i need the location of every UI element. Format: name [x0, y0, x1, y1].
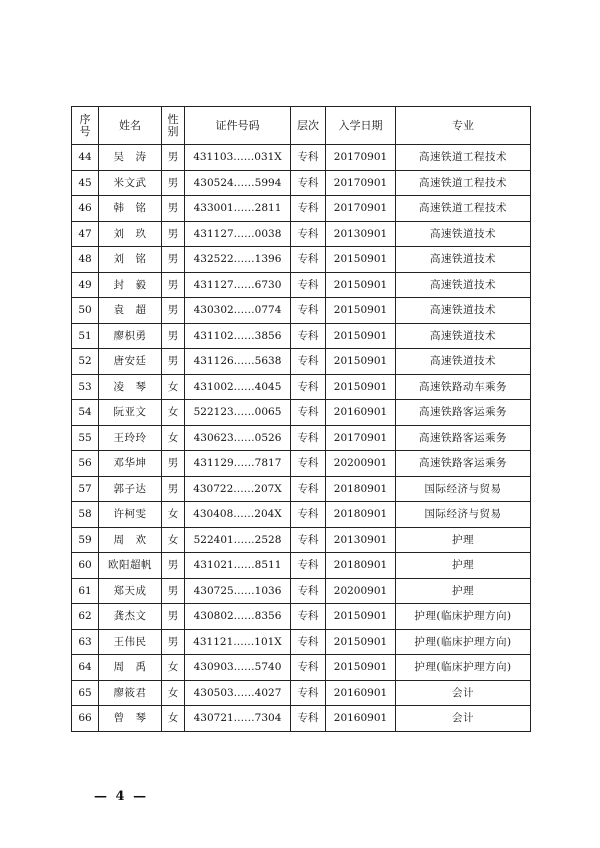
seq-cell: 49: [72, 272, 99, 298]
seq-cell: 56: [72, 451, 99, 477]
id-number-cell: 433001……2811: [185, 196, 291, 222]
level-cell: 专科: [291, 706, 326, 732]
gender-cell: 男: [162, 145, 185, 171]
id-number-cell: 431021……8511: [185, 553, 291, 579]
major-cell: 高速铁路客运乘务: [396, 425, 531, 451]
major-cell: 高速铁道工程技术: [396, 170, 531, 196]
seq-cell: 54: [72, 400, 99, 426]
table-body: [72, 145, 531, 732]
major-cell: 高速铁道技术: [396, 247, 531, 273]
header-major: 专业: [396, 107, 531, 145]
gender-cell: 男: [162, 349, 185, 375]
major-cell: 高速铁道技术: [396, 323, 531, 349]
enroll-date-cell: 20170901: [326, 196, 396, 222]
major-cell: 国际经济与贸易: [396, 502, 531, 528]
level-cell: 专科: [291, 349, 326, 375]
gender-cell: 女: [162, 425, 185, 451]
gender-cell: 女: [162, 706, 185, 732]
seq-cell: 66: [72, 706, 99, 732]
name-cell: 韩 铭: [99, 196, 162, 222]
student-roster-table: [71, 106, 531, 732]
gender-cell: 男: [162, 629, 185, 655]
major-cell: 护理(临床护理方向): [396, 655, 531, 681]
gender-cell: 男: [162, 298, 185, 324]
table-row: [72, 451, 531, 477]
level-cell: 专科: [291, 221, 326, 247]
id-number-cell: 430408……204X: [185, 502, 291, 528]
table-row: [72, 680, 531, 706]
id-number-cell: 430802……8356: [185, 604, 291, 630]
level-cell: 专科: [291, 451, 326, 477]
name-cell: 许柯雯: [99, 502, 162, 528]
seq-cell: 58: [72, 502, 99, 528]
name-cell: 袁 超: [99, 298, 162, 324]
table-row: [72, 655, 531, 681]
seq-cell: 47: [72, 221, 99, 247]
level-cell: 专科: [291, 323, 326, 349]
table-row: [72, 323, 531, 349]
name-cell: 欧阳超帆: [99, 553, 162, 579]
table-row: [72, 502, 531, 528]
name-cell: 阮亚文: [99, 400, 162, 426]
major-cell: 高速铁道技术: [396, 221, 531, 247]
name-cell: 郑天成: [99, 578, 162, 604]
id-number-cell: 431102……3856: [185, 323, 291, 349]
id-number-cell: 431127……6730: [185, 272, 291, 298]
gender-cell: 女: [162, 655, 185, 681]
name-cell: 刘 铭: [99, 247, 162, 273]
name-cell: 王伟民: [99, 629, 162, 655]
table-row: [72, 527, 531, 553]
level-cell: 专科: [291, 425, 326, 451]
id-number-cell: 522401……2528: [185, 527, 291, 553]
major-cell: 会计: [396, 706, 531, 732]
table-row: [72, 349, 531, 375]
name-cell: 吴 涛: [99, 145, 162, 171]
id-number-cell: 431129……7817: [185, 451, 291, 477]
enroll-date-cell: 20150901: [326, 655, 396, 681]
gender-cell: 男: [162, 272, 185, 298]
id-number-cell: 430524……5994: [185, 170, 291, 196]
major-cell: 护理: [396, 553, 531, 579]
enroll-date-cell: 20150901: [326, 323, 396, 349]
seq-cell: 57: [72, 476, 99, 502]
enroll-date-cell: 20180901: [326, 476, 396, 502]
id-number-cell: 431121……101X: [185, 629, 291, 655]
level-cell: 专科: [291, 629, 326, 655]
gender-cell: 女: [162, 374, 185, 400]
enroll-date-cell: 20150901: [326, 604, 396, 630]
major-cell: 高速铁道技术: [396, 298, 531, 324]
major-cell: 高速铁道工程技术: [396, 196, 531, 222]
enroll-date-cell: 20150901: [326, 298, 396, 324]
id-number-cell: 431103……031X: [185, 145, 291, 171]
seq-cell: 46: [72, 196, 99, 222]
gender-cell: 男: [162, 247, 185, 273]
enroll-date-cell: 20130901: [326, 221, 396, 247]
gender-cell: 男: [162, 553, 185, 579]
header-level: 层次: [291, 107, 326, 145]
enroll-date-cell: 20170901: [326, 145, 396, 171]
seq-cell: 44: [72, 145, 99, 171]
gender-cell: 女: [162, 527, 185, 553]
major-cell: 高速铁路动车乘务: [396, 374, 531, 400]
level-cell: 专科: [291, 527, 326, 553]
major-cell: 高速铁道技术: [396, 349, 531, 375]
seq-cell: 50: [72, 298, 99, 324]
gender-cell: 男: [162, 323, 185, 349]
level-cell: 专科: [291, 247, 326, 273]
enroll-date-cell: 20160901: [326, 706, 396, 732]
seq-cell: 48: [72, 247, 99, 273]
table-row: [72, 272, 531, 298]
id-number-cell: 430503……4027: [185, 680, 291, 706]
level-cell: 专科: [291, 298, 326, 324]
major-cell: 国际经济与贸易: [396, 476, 531, 502]
seq-cell: 63: [72, 629, 99, 655]
major-cell: 护理: [396, 578, 531, 604]
header-seq: 序 号: [72, 107, 99, 145]
enroll-date-cell: 20160901: [326, 680, 396, 706]
page-number: — 4 —: [94, 789, 149, 804]
id-number-cell: 430302……0774: [185, 298, 291, 324]
enroll-date-cell: 20200901: [326, 451, 396, 477]
enroll-date-cell: 20150901: [326, 272, 396, 298]
id-number-cell: 432522……1396: [185, 247, 291, 273]
level-cell: 专科: [291, 196, 326, 222]
major-cell: 高速铁道工程技术: [396, 145, 531, 171]
enroll-date-cell: 20160901: [326, 400, 396, 426]
seq-cell: 61: [72, 578, 99, 604]
seq-cell: 52: [72, 349, 99, 375]
major-cell: 高速铁路客运乘务: [396, 451, 531, 477]
seq-cell: 53: [72, 374, 99, 400]
header-name: 姓名: [99, 107, 162, 145]
level-cell: 专科: [291, 604, 326, 630]
header-enroll-date: 入学日期: [326, 107, 396, 145]
enroll-date-cell: 20180901: [326, 553, 396, 579]
level-cell: 专科: [291, 553, 326, 579]
seq-cell: 55: [72, 425, 99, 451]
gender-cell: 男: [162, 578, 185, 604]
name-cell: 周 欢: [99, 527, 162, 553]
gender-cell: 男: [162, 604, 185, 630]
name-cell: 米文武: [99, 170, 162, 196]
gender-cell: 女: [162, 680, 185, 706]
name-cell: 周 禹: [99, 655, 162, 681]
level-cell: 专科: [291, 272, 326, 298]
table-row: [72, 247, 531, 273]
major-cell: 高速铁道技术: [396, 272, 531, 298]
level-cell: 专科: [291, 374, 326, 400]
name-cell: 刘 玖: [99, 221, 162, 247]
gender-cell: 男: [162, 170, 185, 196]
table-row: [72, 170, 531, 196]
level-cell: 专科: [291, 145, 326, 171]
header-id-number: 证件号码: [185, 107, 291, 145]
name-cell: 封 毅: [99, 272, 162, 298]
level-cell: 专科: [291, 476, 326, 502]
table-row: [72, 604, 531, 630]
gender-cell: 男: [162, 221, 185, 247]
major-cell: 护理(临床护理方向): [396, 604, 531, 630]
table-row: [72, 425, 531, 451]
level-cell: 专科: [291, 680, 326, 706]
major-cell: 高速铁路客运乘务: [396, 400, 531, 426]
seq-cell: 59: [72, 527, 99, 553]
enroll-date-cell: 20150901: [326, 374, 396, 400]
name-cell: 唐安廷: [99, 349, 162, 375]
table-header-row: [72, 107, 531, 145]
name-cell: 邓华坤: [99, 451, 162, 477]
gender-cell: 男: [162, 451, 185, 477]
id-number-cell: 522123……0065: [185, 400, 291, 426]
seq-cell: 64: [72, 655, 99, 681]
gender-cell: 女: [162, 400, 185, 426]
name-cell: 廖枳勇: [99, 323, 162, 349]
table-row: [72, 196, 531, 222]
level-cell: 专科: [291, 655, 326, 681]
table-row: [72, 374, 531, 400]
table-row: [72, 578, 531, 604]
table-row: [72, 145, 531, 171]
id-number-cell: 430721……7304: [185, 706, 291, 732]
table-row: [72, 400, 531, 426]
name-cell: 郭子达: [99, 476, 162, 502]
id-number-cell: 431002……4045: [185, 374, 291, 400]
seq-cell: 62: [72, 604, 99, 630]
seq-cell: 45: [72, 170, 99, 196]
level-cell: 专科: [291, 170, 326, 196]
seq-cell: 51: [72, 323, 99, 349]
gender-cell: 女: [162, 502, 185, 528]
enroll-date-cell: 20150901: [326, 629, 396, 655]
gender-cell: 男: [162, 476, 185, 502]
id-number-cell: 430725……1036: [185, 578, 291, 604]
table-row: [72, 553, 531, 579]
enroll-date-cell: 20200901: [326, 578, 396, 604]
table-row: [72, 298, 531, 324]
table-row: [72, 706, 531, 732]
enroll-date-cell: 20150901: [326, 349, 396, 375]
seq-cell: 60: [72, 553, 99, 579]
major-cell: 护理(临床护理方向): [396, 629, 531, 655]
seq-cell: 65: [72, 680, 99, 706]
table-row: [72, 476, 531, 502]
enroll-date-cell: 20150901: [326, 247, 396, 273]
id-number-cell: 430623……0526: [185, 425, 291, 451]
major-cell: 护理: [396, 527, 531, 553]
level-cell: 专科: [291, 400, 326, 426]
id-number-cell: 430722……207X: [185, 476, 291, 502]
gender-cell: 男: [162, 196, 185, 222]
enroll-date-cell: 20130901: [326, 527, 396, 553]
id-number-cell: 431126……5638: [185, 349, 291, 375]
name-cell: 廖筱君: [99, 680, 162, 706]
enroll-date-cell: 20170901: [326, 170, 396, 196]
table-row: [72, 221, 531, 247]
name-cell: 凌 琴: [99, 374, 162, 400]
name-cell: 王玲玲: [99, 425, 162, 451]
level-cell: 专科: [291, 502, 326, 528]
name-cell: 曾 琴: [99, 706, 162, 732]
level-cell: 专科: [291, 578, 326, 604]
major-cell: 会计: [396, 680, 531, 706]
table-row: [72, 629, 531, 655]
id-number-cell: 430903……5740: [185, 655, 291, 681]
name-cell: 龚杰文: [99, 604, 162, 630]
enroll-date-cell: 20180901: [326, 502, 396, 528]
id-number-cell: 431127……0038: [185, 221, 291, 247]
header-gender: 性 别: [162, 107, 185, 145]
enroll-date-cell: 20170901: [326, 425, 396, 451]
